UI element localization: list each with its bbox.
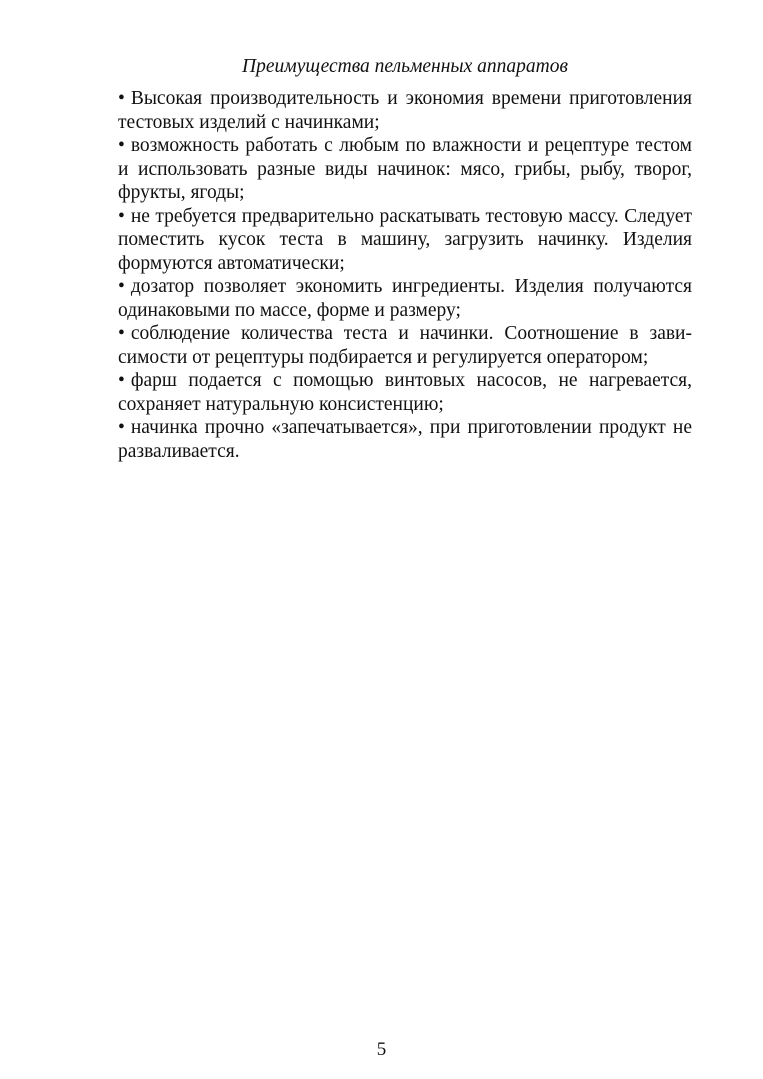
- bullet-icon: •: [118, 417, 125, 438]
- bullet-icon: •: [118, 205, 125, 227]
- section-heading: Преимущества пельменных аппаратов: [242, 56, 568, 77]
- bullet-icon: •: [118, 88, 125, 109]
- list-item-text: соблюдение количества теста и начинки. Соотношение в зависимости от рецептуры подбирается и регулируется оператором;: [118, 323, 692, 368]
- list-item: [118, 322, 692, 369]
- list-item: [118, 205, 692, 276]
- list-item-text: не требуется предварительно раскатывать тестовую массу. Следует поместить кусок теста в машину, загрузить начинку. Изделия формуются автоматически;: [118, 205, 692, 274]
- list-item-text: дозатор позволяет экономить ингредиенты. Изделия получаются одинаковыми по массе, форме и размеру;: [118, 276, 692, 321]
- list-item: [118, 416, 692, 463]
- list-item-text: начинка прочно «запечатывается», при приготовлении продукт не разваливается.: [118, 417, 692, 462]
- list-item: [118, 87, 692, 134]
- advantages-list: [118, 87, 692, 463]
- list-item: [118, 275, 692, 322]
- list-item: [118, 369, 692, 416]
- list-item-text: Высокая производительность и экономия времени приготовления тестовых изделий с начинками;: [118, 88, 692, 133]
- bullet-icon: •: [118, 323, 125, 344]
- bullet-icon: •: [118, 276, 125, 297]
- bullet-icon: •: [118, 135, 125, 156]
- list-item-text: возможность работать с любым по влажности и рецептуре тестом и использовать разные виды начинок: мясо, грибы, рыбу, творог, фрукты, ягоды;: [118, 135, 692, 203]
- list-item-text: фарш подается с помощью винтовых насосов, не нагревается, сохраняет натуральную консистенцию;: [118, 370, 692, 415]
- list-item: [118, 134, 692, 205]
- bullet-icon: •: [118, 370, 125, 391]
- page-number: 5: [376, 1039, 387, 1060]
